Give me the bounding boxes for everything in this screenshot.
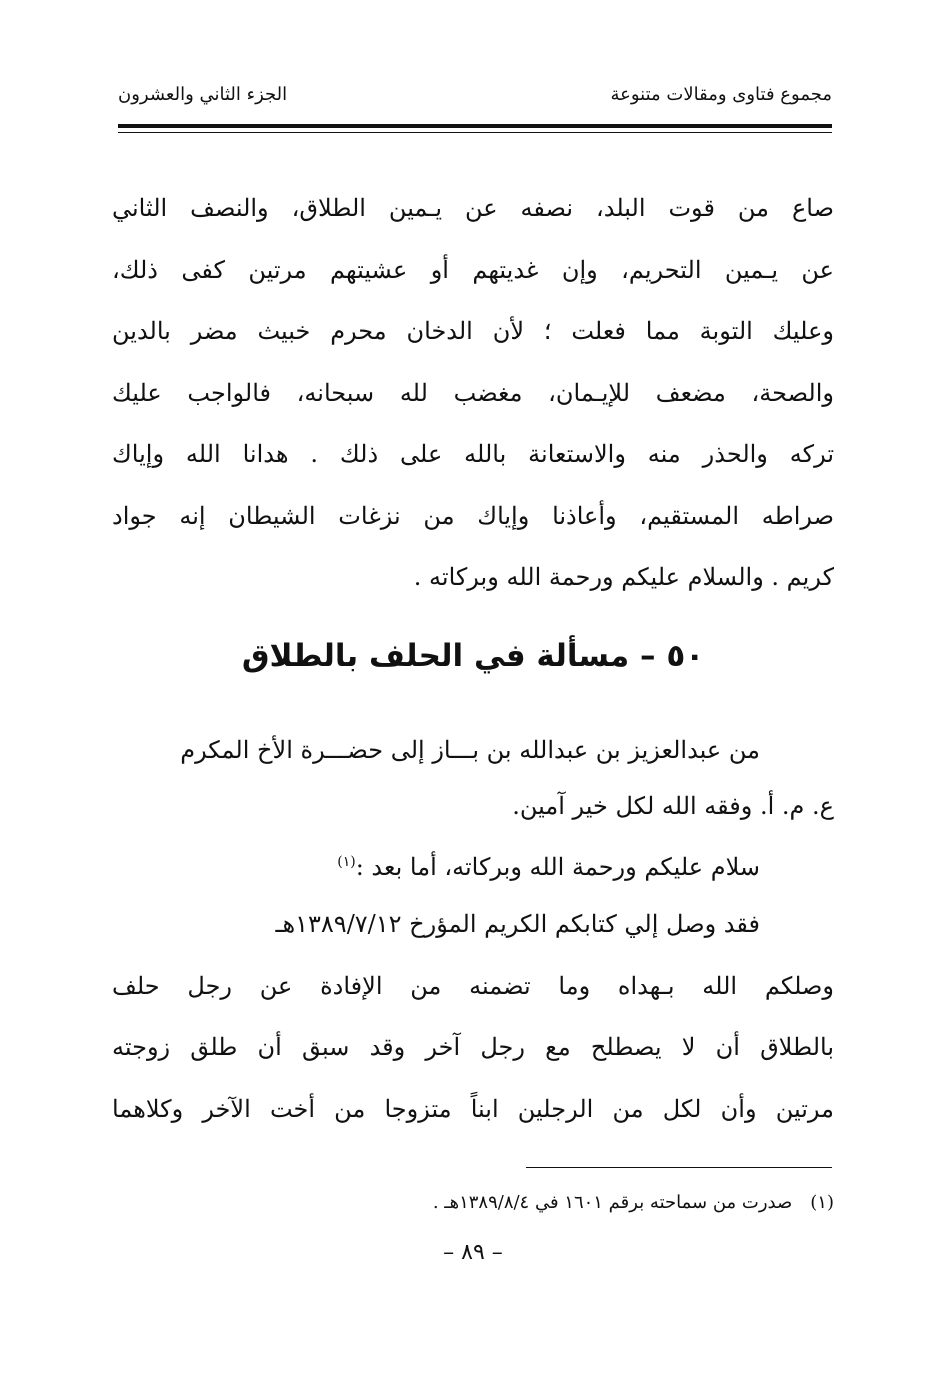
letter-opening <box>112 722 834 890</box>
footnote-text: صدرت من سماحته برقم ١٦٠١ في ١٣٨٩/٨/٤هـ . <box>432 1192 793 1213</box>
text-line: عن يـمين التحريم، وإن غديتهم أو عشيتهم مرتين كفى ذلك، <box>112 255 834 284</box>
volume-label: الجزء الثاني والعشرون <box>118 84 288 105</box>
header-rule-thin <box>118 132 832 133</box>
text-line: فقد وصل إلي كتابكم الكريم المؤرخ ١٣٨٩/٧/١٢هـ <box>275 910 760 938</box>
page-number: – ٨٩ – <box>443 1240 503 1265</box>
footnote-divider <box>526 1167 832 1168</box>
text-line: مرتين وأن لكل من الرجلين ابناً متزوجا من أخت الآخر وكلاهما <box>112 1094 834 1123</box>
text-line: وصلكم الله بـهداه وما تضمنه من الإفادة عن رجل حلف <box>112 971 834 1000</box>
greeting-line <box>112 834 834 890</box>
footnote-marker: (١) <box>810 1192 834 1213</box>
text-line: والصحة، مضعف للإيـمان، مغضب لله سبحانه، فالواجب عليك <box>112 378 834 407</box>
text-line: وعليك التوبة مما فعلت ؛ لأن الدخان محرم خبيث مضر بالدين <box>112 317 834 345</box>
paragraph-2 <box>112 894 834 1140</box>
text-line: من عبدالعزيز بن عبدالله بن بـــاز إلى حضـــرة الأخ المكرم <box>180 736 760 764</box>
text-line: صاع من قوت البلد، نصفه عن يـمين الطلاق، والنصف الثاني <box>112 194 834 222</box>
greeting-text: سلام عليكم ورحمة الله وبركاته، أما بعد : <box>355 853 760 881</box>
section-heading: ٥٠ – مسألة في الحلف بالطلاق <box>241 638 705 674</box>
footnote <box>112 1188 834 1218</box>
footnote-ref: (١) <box>337 854 356 870</box>
header-rule-thick <box>118 124 832 128</box>
text-line: بالطلاق أن لا يصطلح مع رجل آخر وقد سبق أن طلق زوجته <box>112 1033 834 1061</box>
text-line: كريم . والسلام عليكم ورحمة الله وبركاته . <box>413 563 834 591</box>
text-line: صراطه المستقيم، وأعاذنا وإياك من نزغات الشيطان إنه جواد <box>112 501 834 530</box>
book-title: مجموع فتاوى ومقالات متنوعة <box>610 84 832 105</box>
text-line: ع. م. أ. وفقه الله لكل خير آمين. <box>512 792 834 820</box>
running-header <box>118 84 832 114</box>
paragraph-1 <box>112 178 834 609</box>
text-line: تركه والحذر منه والاستعانة بالله على ذلك . هدانا الله وإياك <box>112 440 834 468</box>
